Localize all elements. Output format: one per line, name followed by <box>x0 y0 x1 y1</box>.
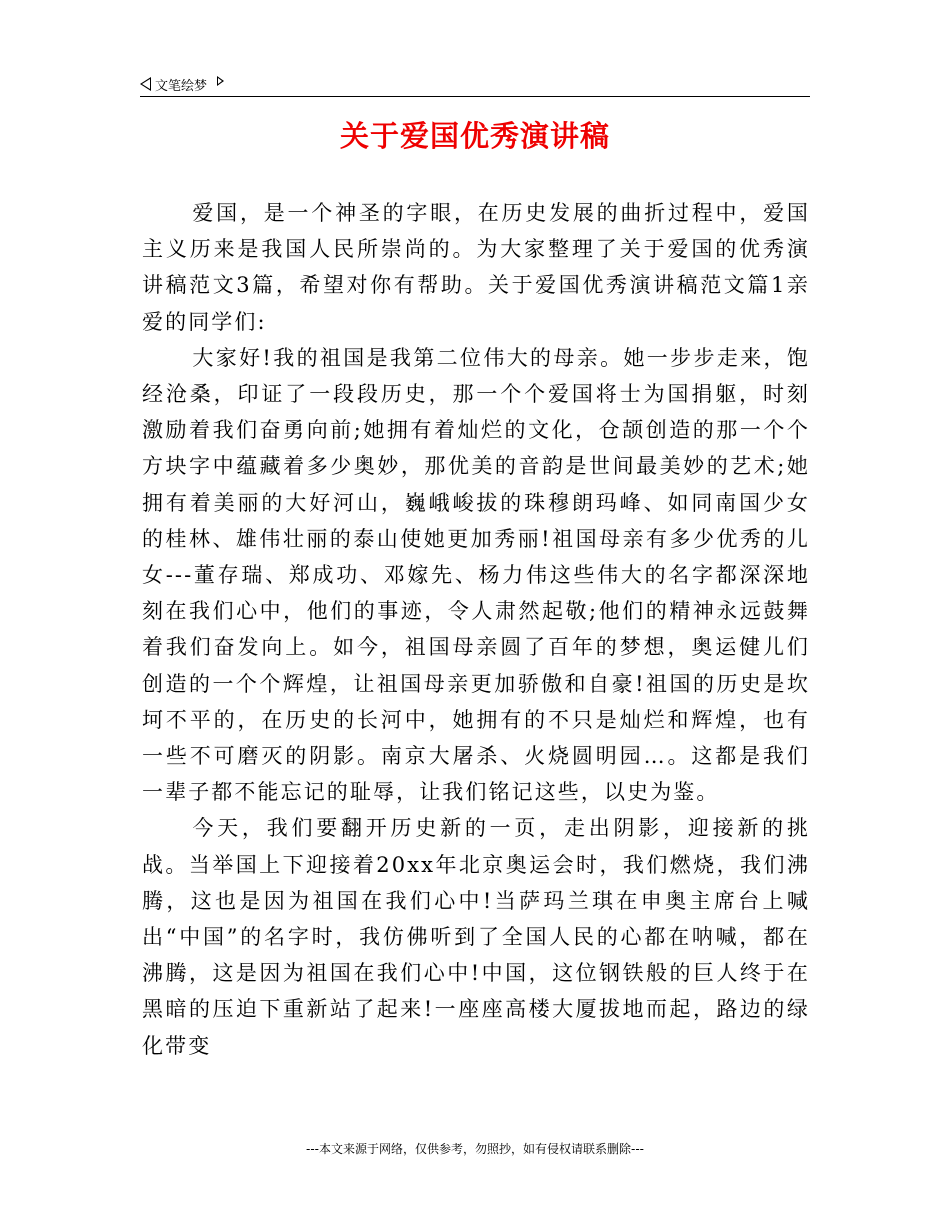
document-body <box>142 195 810 1064</box>
page-header <box>140 72 810 97</box>
paragraph: 今天，我们要翻开历史新的一页，走出阴影，迎接新的挑战。当举国上下迎接着20xx年北京奥运会时，我们燃烧，我们沸腾，这也是因为祖国在我们心中!当萨玛兰琪在申奥主席台上喊出“中国”的名字时，我仿佛听到了全国人民的心都在呐喊，都在沸腾，这是因为祖国在我们心中!中国，这位钢铁般的巨人终于在黑暗的压迫下重新站了起来!一座座高楼大厦拔地而起，路边的绿化带变 <box>142 816 810 1058</box>
header-label: 文笔绘梦 <box>155 78 208 94</box>
page-footer: ---本文来源于网络，仅供参考，勿照抄，如有侵权请联系删除--- <box>306 1142 644 1156</box>
paragraph: 爱国，是一个神圣的字眼，在历史发展的曲折过程中，爱国主义历来是我国人民所崇尚的。为大家整理了关于爱国的优秀演讲稿范文3篇，希望对你有帮助。关于爱国优秀演讲稿范文篇1亲爱的同学们: <box>142 201 810 334</box>
triangle-right-icon <box>217 76 224 86</box>
document-title: 关于爱国优秀演讲稿 <box>339 119 610 153</box>
triangle-left-icon <box>140 77 151 91</box>
paragraph: 大家好!我的祖国是我第二位伟大的母亲。她一步步走来，饱经沧桑，印证了一段段历史，那一个个爱国将士为国捐躯，时刻激励着我们奋勇向前;她拥有着灿烂的文化，仓颉创造的那一个个方块字中蕴藏着多少奥妙，那优美的音韵是世间最美妙的艺术;她拥有着美丽的大好河山，巍峨峻拔的珠穆朗玛峰、如同南国少女的桂林、雄伟壮丽的泰山使她更加秀丽!祖国母亲有多少优秀的儿女---董存瑞、郑成功、邓嫁先、杨力伟这些伟大的名字都深深地刻在我们心中，他们的事迹，令人肃然起敬;他们的精神永远鼓舞着我们奋发向上。如今，祖国母亲圆了百年的梦想，奥运健儿们创造的一个个辉煌，让祖国母亲更加骄傲和自豪!祖国的历史是坎坷不平的，在历史的长河中，她拥有的不只是灿烂和辉煌，也有一些不可磨灭的阴影。南京大屠杀、火烧圆明园…。这都是我们一辈子都不能忘记的耻辱，让我们铭记这些，以史为鉴。 <box>142 345 810 805</box>
